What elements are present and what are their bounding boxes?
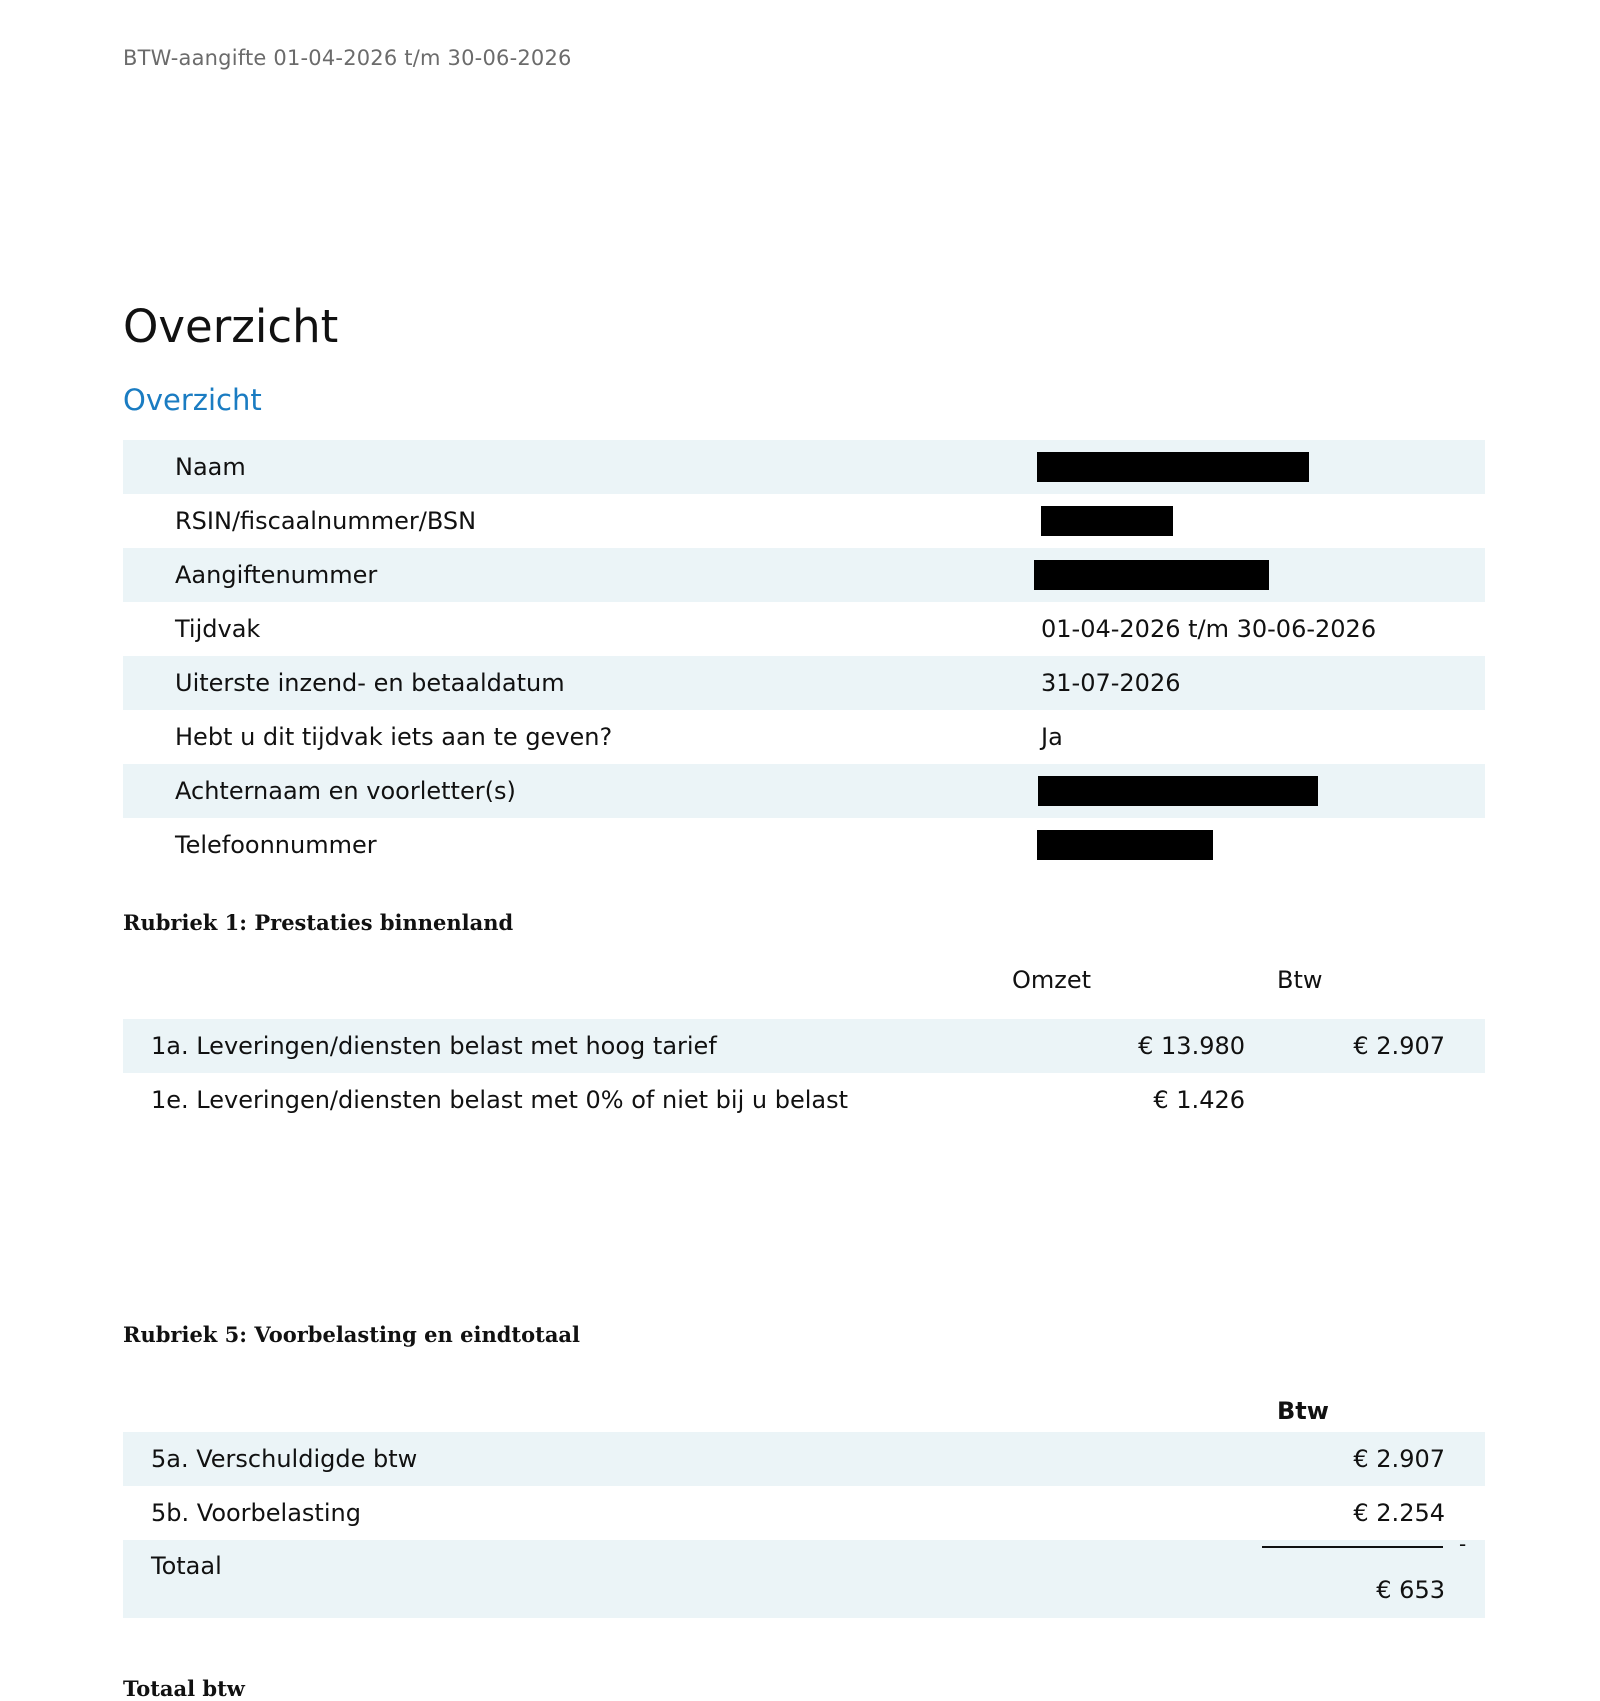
overview-label: Hebt u dit tijdvak iets aan te geven?: [175, 723, 613, 751]
overview-label: Naam: [175, 453, 246, 481]
overview-row-aangiftenummer: [123, 548, 1485, 602]
total-label: Totaal: [151, 1552, 222, 1580]
overview-row-achternaam: [123, 764, 1485, 818]
overview-label: Tijdvak: [175, 615, 261, 643]
row-label: 1e. Leveringen/diensten belast met 0% of niet bij u belast: [151, 1086, 848, 1114]
column-header-omzet: Omzet: [1012, 966, 1092, 994]
btw-value: € 2.907: [1353, 1032, 1445, 1060]
omzet-value: € 13.980: [1138, 1032, 1245, 1060]
overview-row-uiterste-datum: [123, 656, 1485, 710]
btw-value: € 2.907: [1353, 1445, 1445, 1473]
minus-sign: -: [1459, 1532, 1467, 1556]
total-row: [123, 1532, 1485, 1618]
overview-value: Ja: [1041, 723, 1063, 751]
rubriek1-heading: Rubriek 1: Prestaties binnenland: [123, 910, 514, 935]
overview-label: Uiterste inzend- en betaaldatum: [175, 669, 565, 697]
redaction-bar: [1034, 560, 1269, 590]
row-label: 5a. Verschuldigde btw: [151, 1445, 418, 1473]
overview-row-aan-te-geven: [123, 710, 1485, 764]
total-value: € 653: [1376, 1576, 1445, 1604]
overview-label: RSIN/fiscaalnummer/BSN: [175, 507, 477, 535]
row-label: 5b. Voorbelasting: [151, 1499, 361, 1527]
btw-value: € 2.254: [1353, 1499, 1445, 1527]
table-row: [123, 1019, 1485, 1073]
overview-row-telefoonnummer: [123, 818, 1485, 872]
rubriek1-table: [123, 1019, 1485, 1127]
overview-label: Telefoonnummer: [175, 831, 377, 859]
sum-line: [1262, 1546, 1443, 1548]
overview-section-title: Overzicht: [123, 383, 262, 417]
overview-row-tijdvak: [123, 602, 1485, 656]
redaction-bar: [1038, 776, 1318, 806]
table-row: [123, 1073, 1485, 1127]
column-header-btw: Btw: [1277, 966, 1323, 994]
overview-row-rsin: [123, 494, 1485, 548]
omzet-value: € 1.426: [1153, 1086, 1245, 1114]
overview-value: 01-04-2026 t/m 30-06-2026: [1041, 615, 1377, 643]
overview-value: 31-07-2026: [1041, 669, 1181, 697]
totaal-btw-heading: Totaal btw: [123, 1676, 245, 1701]
redaction-bar: [1037, 830, 1213, 860]
rubriek5-heading: Rubriek 5: Voorbelasting en eindtotaal: [123, 1322, 581, 1347]
table-row: [123, 1486, 1485, 1540]
overview-table: [123, 440, 1485, 872]
redaction-bar: [1037, 452, 1309, 482]
row-label: 1a. Leveringen/diensten belast met hoog tarief: [151, 1032, 717, 1060]
overview-row-naam: [123, 440, 1485, 494]
rubriek5-table: [123, 1432, 1485, 1618]
redaction-bar: [1041, 506, 1173, 536]
page-title: Overzicht: [123, 300, 339, 353]
overview-label: Achternaam en voorletter(s): [175, 777, 516, 805]
table-row: [123, 1432, 1485, 1486]
document-header: BTW-aangifte 01-04-2026 t/m 30-06-2026: [123, 46, 572, 70]
overview-label: Aangiftenummer: [175, 561, 378, 589]
column-header-btw: Btw: [1277, 1397, 1329, 1425]
